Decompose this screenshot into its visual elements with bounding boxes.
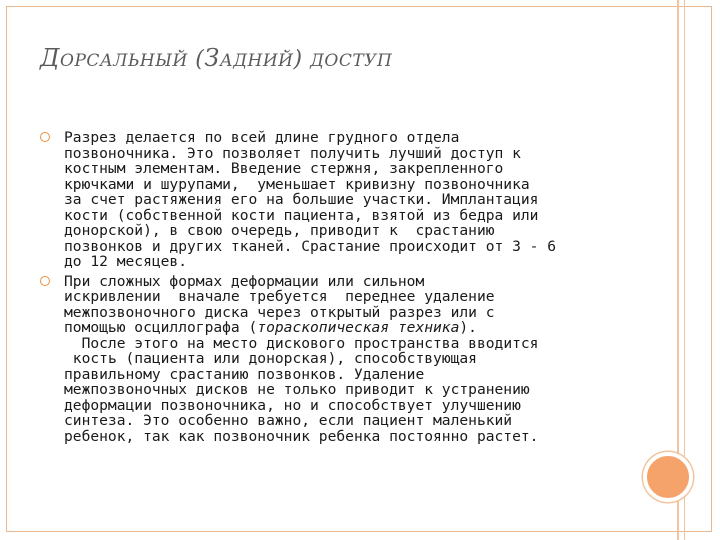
bullet-circle-icon bbox=[40, 276, 50, 286]
bullet-item bbox=[40, 274, 640, 445]
slide-content bbox=[40, 130, 640, 448]
bullet-text: При сложных формах деформации или сильном искривлении вначале требуется переднее удаление межпозвоночного диска через открытый разрез или с помощью осциллографа (тораскопическая техника). После этого на место дискового пространства вводится кость (пациента или донорская), способствующая правильному срастанию позвонков. Удаление межпозвоночных дисков не только приводит к устранению деформации позвоночника, но и способствует улучшению синтеза. Это особенно важно, если пациент маленький ребенок, так как позвоночник ребенка постоянно растет. bbox=[64, 272, 539, 445]
bullet-circle-icon bbox=[40, 132, 50, 142]
bullet-text: Разрез делается по всей длине грудного отдела позвоночника. Это позволяет получить лучший доступ к костным элементам. Введение стержня, закрепленного крючками и шурупами, уменьшает кривизну позвоночника за счет растяжения его на большие участки. Имплантация кости (собственной кости пациента, взятой из бедра или донорской), в свою очередь, приводит к срастанию позвонков и других тканей. Срастание происходит от 3 - 6 до 12 месяцев. bbox=[64, 129, 557, 270]
bullet-item bbox=[40, 130, 640, 270]
decorative-circle bbox=[643, 452, 693, 502]
slide-title: ДОРСАЛЬНЫЙ (ЗАДНИЙ) ДОСТУП bbox=[40, 44, 393, 72]
italic-term: тораскопическая техника bbox=[257, 319, 460, 336]
